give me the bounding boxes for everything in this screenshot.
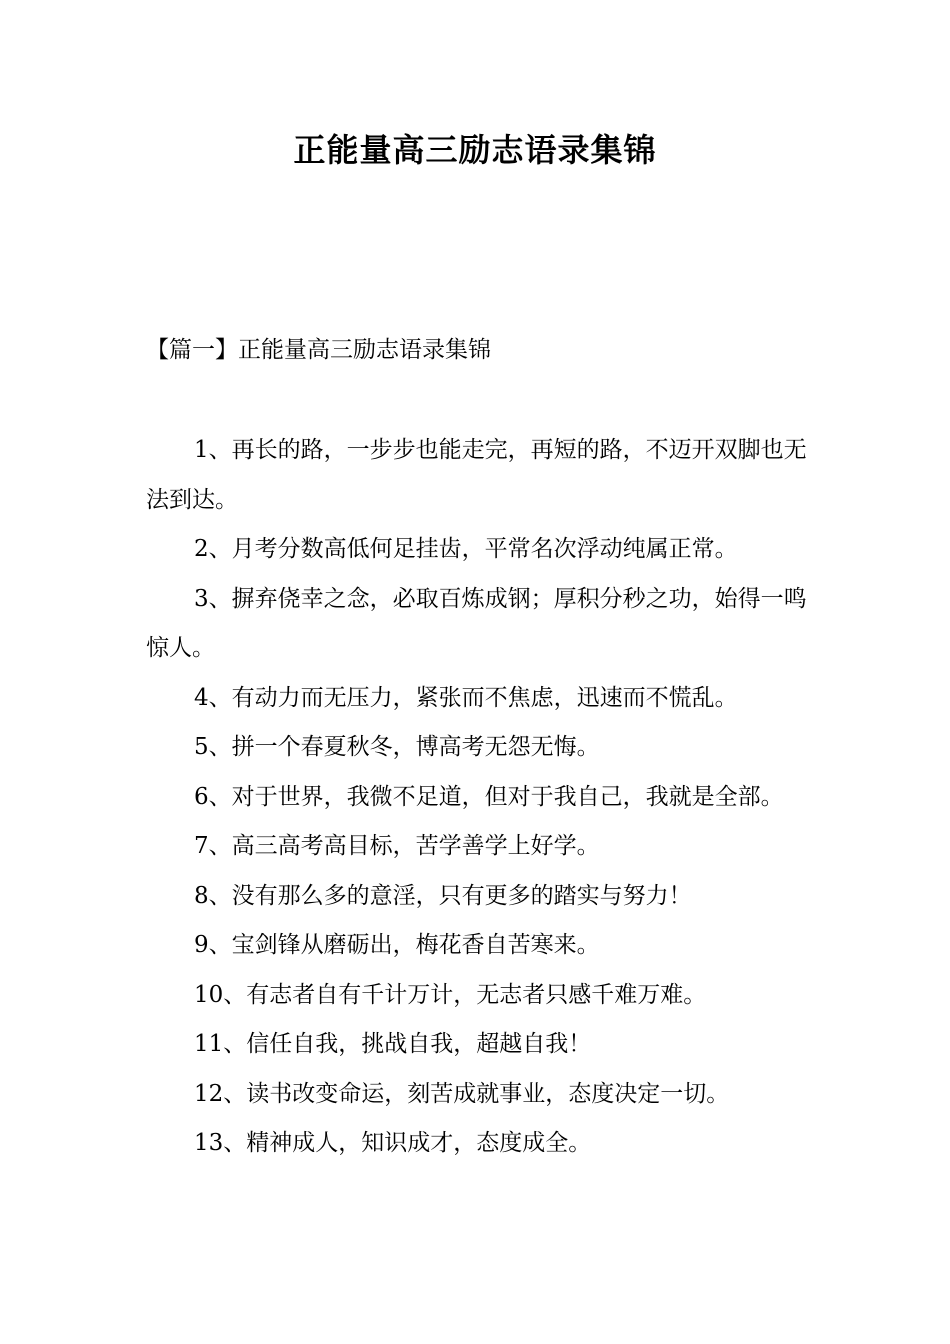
quote-item-11: 11、信任自我，挑战自我，超越自我！ [194, 1031, 592, 1057]
quote-item-6: 6、对于世界，我微不足道，但对于我自己，我就是全部。 [194, 783, 784, 810]
quote-list [146, 426, 808, 1169]
quote-item-1: 1、再长的路，一步步也能走完，再短的路，不迈开双脚也无法到达。 [146, 437, 807, 513]
quote-item-4: 4、有动力而无压力，紧张而不焦虑，迅速而不慌乱。 [194, 684, 738, 711]
section-heading: 【篇一】正能量高三励志语录集锦 [146, 337, 491, 363]
document-title: 正能量高三励志语录集锦 [293, 131, 657, 169]
quote-item-10: 10、有志者自有千计万计，无志者只感千难万难。 [194, 981, 707, 1008]
quote-item-5: 5、拼一个春夏秋冬，博高考无怨无悔。 [194, 734, 600, 760]
quote-item-3: 3、摒弃侥幸之念，必取百炼成钢；厚积分秒之功，始得一鸣惊人。 [146, 585, 807, 661]
quote-item-9: 9、宝剑锋从磨砺出，梅花香自苦寒来。 [194, 932, 600, 958]
quote-item-7: 7、高三高考高目标，苦学善学上好学。 [194, 833, 600, 859]
quote-item-13: 13、精神成人，知识成才，态度成全。 [194, 1130, 592, 1156]
quote-item-2: 2、月考分数高低何足挂齿，平常名次浮动纯属正常。 [194, 536, 738, 562]
quote-item-8: 8、没有那么多的意淫，只有更多的踏实与努力！ [194, 882, 692, 909]
quote-item-12: 12、读书改变命运，刻苦成就事业，态度决定一切。 [194, 1080, 730, 1107]
